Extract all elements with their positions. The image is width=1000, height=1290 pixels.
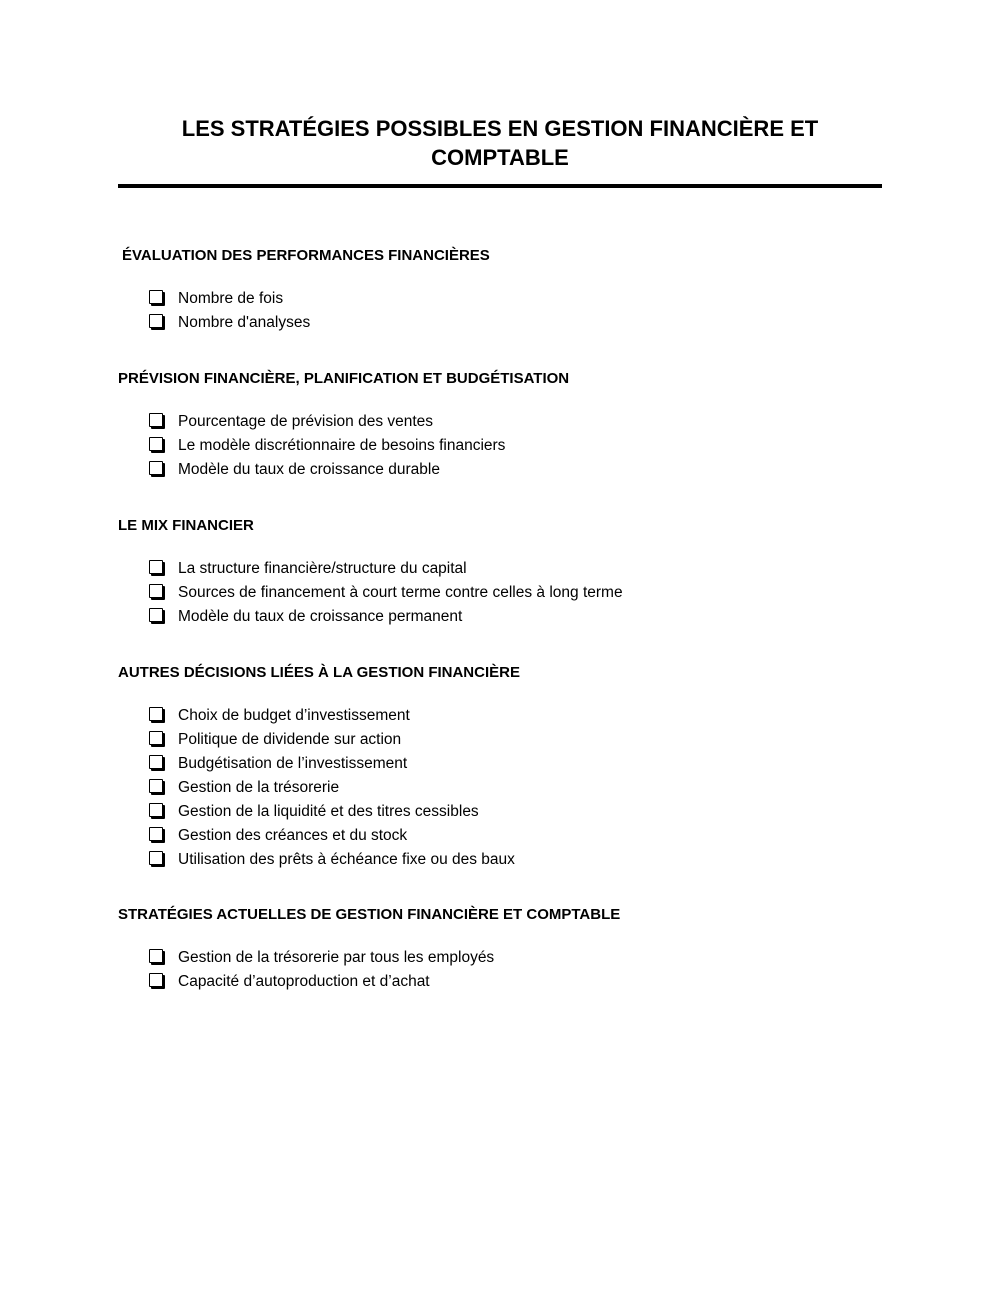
- checklist-item-label: Gestion de la liquidité et des titres cessibles: [178, 803, 479, 820]
- section-heading: LE MIX FINANCIER: [118, 517, 254, 534]
- checklist-item[interactable]: [149, 581, 882, 605]
- checklist-item[interactable]: [149, 752, 882, 776]
- checklist-item[interactable]: [149, 946, 882, 970]
- checkbox-icon[interactable]: [149, 461, 163, 475]
- checklist-item[interactable]: [149, 311, 886, 335]
- checklist-item-label: Capacité d’autoproduction et d’achat: [178, 973, 430, 990]
- checklist-item[interactable]: [149, 704, 882, 728]
- checkbox-icon[interactable]: [149, 779, 163, 793]
- document-title: [118, 114, 882, 172]
- checkbox-icon[interactable]: [149, 560, 163, 574]
- checkbox-icon[interactable]: [149, 949, 163, 963]
- section-heading: ÉVALUATION DES PERFORMANCES FINANCIÈRES: [122, 247, 490, 264]
- checklist-item-label: Gestion de la trésorerie par tous les employés: [178, 949, 495, 966]
- checkbox-icon[interactable]: [149, 413, 163, 427]
- section-heading: PRÉVISION FINANCIÈRE, PLANIFICATION ET BUDGÉTISATION: [118, 370, 570, 387]
- checkbox-icon[interactable]: [149, 803, 163, 817]
- checkbox-icon[interactable]: [149, 973, 163, 987]
- checklist: [118, 557, 882, 629]
- section-heading: AUTRES DÉCISIONS LIÉES À LA GESTION FINANCIÈRE: [118, 664, 520, 681]
- checklist-item[interactable]: [149, 970, 882, 994]
- checklist-item-label: Politique de dividende sur action: [178, 731, 402, 748]
- checklist-item[interactable]: [149, 776, 882, 800]
- checkbox-icon[interactable]: [149, 707, 163, 721]
- checklist-item-label: Pourcentage de prévision des ventes: [178, 413, 434, 430]
- checkbox-icon[interactable]: [149, 731, 163, 745]
- checklist-item-label: Gestion des créances et du stock: [178, 827, 408, 844]
- checklist-item[interactable]: [149, 605, 882, 629]
- checkbox-icon[interactable]: [149, 314, 163, 328]
- checklist-item-label: Nombre d'analyses: [178, 314, 311, 331]
- checkbox-icon[interactable]: [149, 437, 163, 451]
- section-autres-decisions: [118, 664, 882, 872]
- section-prevision: [118, 370, 882, 482]
- checkbox-icon[interactable]: [149, 608, 163, 622]
- checklist-item[interactable]: [149, 287, 886, 311]
- checklist-item-label: Gestion de la trésorerie: [178, 779, 340, 796]
- checkbox-icon[interactable]: [149, 584, 163, 598]
- title-line-1: LES STRATÉGIES POSSIBLES EN GESTION FINANCIÈRE ET: [181, 116, 819, 141]
- checklist-item-label: La structure financière/structure du capital: [178, 560, 467, 577]
- checkbox-icon[interactable]: [149, 755, 163, 769]
- checklist-item[interactable]: [149, 848, 882, 872]
- checklist-item[interactable]: [149, 557, 882, 581]
- section-evaluation: [122, 247, 886, 335]
- title-divider: [118, 184, 882, 188]
- checklist: [118, 704, 882, 872]
- checklist-item-label: Le modèle discrétionnaire de besoins financiers: [178, 437, 506, 454]
- checklist-item[interactable]: [149, 800, 882, 824]
- checklist-item-label: Modèle du taux de croissance permanent: [178, 608, 463, 625]
- checklist-item[interactable]: [149, 410, 882, 434]
- checkbox-icon[interactable]: [149, 827, 163, 841]
- checklist: [118, 946, 882, 994]
- checklist-item[interactable]: [149, 434, 882, 458]
- checklist-item[interactable]: [149, 728, 882, 752]
- checklist-item-label: Budgétisation de l’investissement: [178, 755, 408, 772]
- checklist-item-label: Sources de financement à court terme contre celles à long terme: [178, 584, 623, 601]
- checklist: [118, 410, 882, 482]
- title-line-2: COMPTABLE: [431, 145, 569, 170]
- checklist: [122, 287, 886, 335]
- checkbox-icon[interactable]: [149, 851, 163, 865]
- checklist-item-label: Utilisation des prêts à échéance fixe ou des baux: [178, 851, 515, 868]
- checklist-item[interactable]: [149, 824, 882, 848]
- checklist-item-label: Choix de budget d’investissement: [178, 707, 410, 724]
- checklist-item[interactable]: [149, 458, 882, 482]
- section-heading: STRATÉGIES ACTUELLES DE GESTION FINANCIÈRE ET COMPTABLE: [118, 906, 621, 923]
- section-strategies-actuelles: [118, 906, 882, 994]
- checklist-item-label: Modèle du taux de croissance durable: [178, 461, 440, 478]
- section-mix-financier: [118, 517, 882, 629]
- checkbox-icon[interactable]: [149, 290, 163, 304]
- checklist-item-label: Nombre de fois: [178, 290, 284, 307]
